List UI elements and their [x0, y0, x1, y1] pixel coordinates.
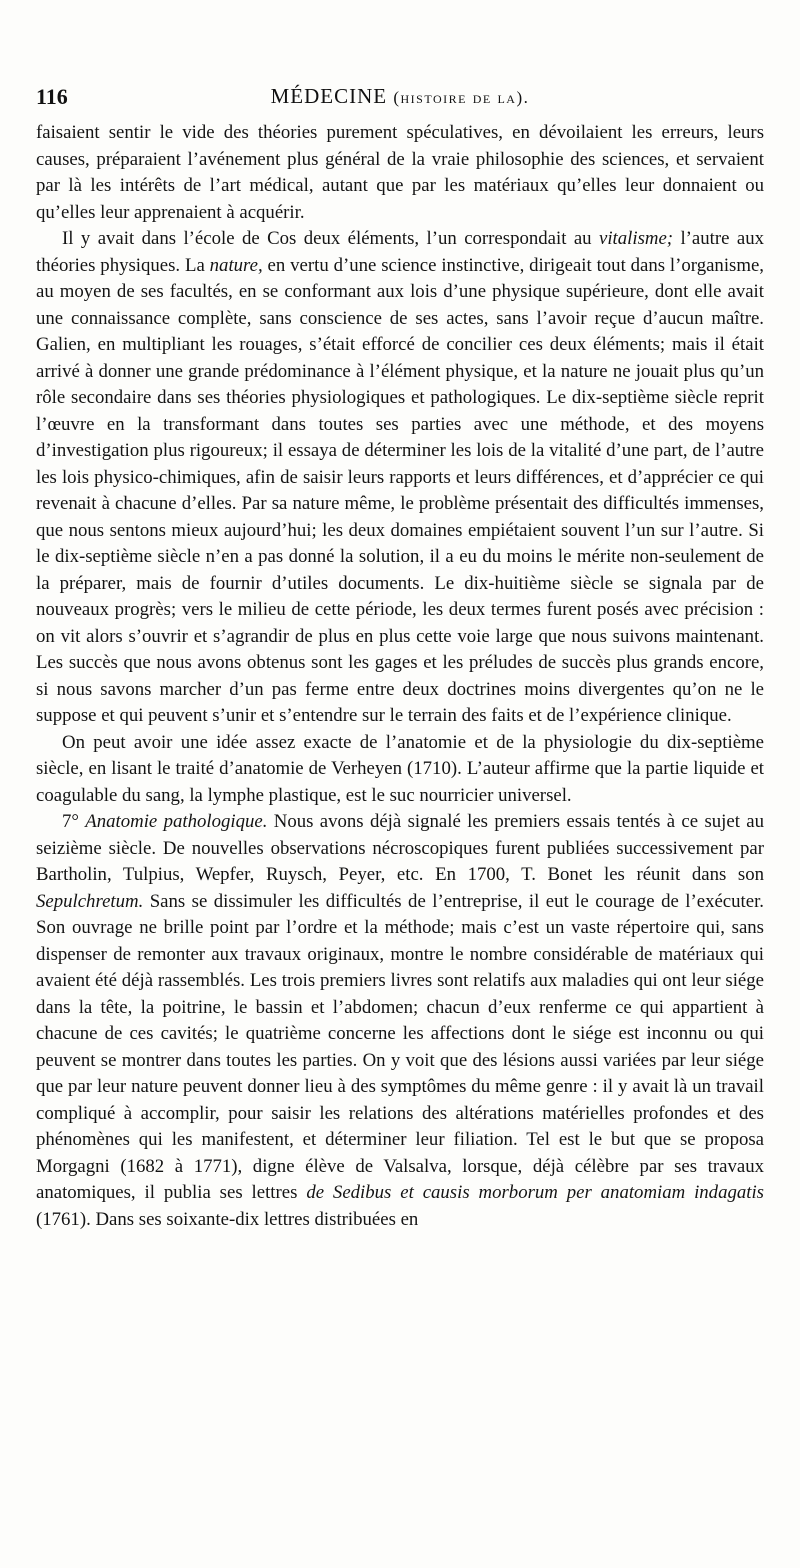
italic-text: de Sedibus et causis morborum per anatomiam indagatis: [306, 1182, 764, 1203]
running-title-main: MÉDECINE: [270, 84, 388, 108]
text-run: l’autre aux théories physiques. La: [36, 228, 765, 276]
running-title: [36, 84, 764, 109]
paragraph: [36, 809, 764, 1233]
italic-text: nature,: [209, 254, 263, 276]
text-run: Il y avait dans l’école de Cos deux éléments, l’un correspondait au: [62, 228, 599, 249]
running-header: [36, 84, 764, 114]
paragraph: [36, 730, 764, 810]
running-title-subtitle: (histoire de la).: [393, 88, 530, 107]
italic-text: Anatomie pathologique.: [85, 811, 268, 832]
paragraph: [36, 226, 764, 730]
text-run: 7°: [62, 811, 86, 832]
text-run: (1761). Dans ses soixante-dix lettres distribuées en: [36, 1208, 419, 1230]
page-number: 116: [36, 84, 68, 109]
body-text: [36, 120, 764, 1233]
paragraph: [36, 120, 764, 226]
text-run: Nous avons déjà signalé les premiers essais tentés à ce sujet au seizième siècle. De nouvelles observations nécroscopiques furent publiées successivement par Bartholin, Tulpius, Wepfer, Ruysch, Peyer, etc. En 1700, T. Bonet les réunit dans son: [36, 811, 764, 885]
text-run: Sans se dissimuler les difficultés de l’entreprise, il eut le courage de l’exécuter. Son ouvrage ne brille point par l’ordre et la méthode; mais c’est un vaste répertoire qui, sans dispenser de remonter aux travaux originaux, montre le nombre considérable de matériaux qui avaient été déjà rassemblés. Les trois premiers livres sont relatifs aux maladies qui ont leur siége dans la tête, la poitrine, le bassin et l’abdomen; chacun d’eux renferme ce qui appartient à chacune de ces cavités; le quatrième concerne les affections dont le siége est inconnu ou qui peuvent se montrer dans toutes les parties. On y voit que des lésions aussi variées par leur siége que par leur nature peuvent donner lieu à des symptômes du même genre : il y avait là un travail compliqué à accomplir, pour saisir les relations des altérations matérielles profondes et des phénomènes qui les manifestent, et déterminer leur filiation. Tel est le but que se proposa Morgagni (1682 à 1771), digne élève de Valsalva, lorsque, déjà célèbre par ses travaux anatomiques, il publia ses lettres: [36, 890, 764, 1203]
text-run: On peut avoir une idée assez exacte de l’anatomie et de la physiologie du dix-septième siècle, en lisant le traité d’anatomie de Verheyen (1710). L’auteur affirme que la partie liquide et coagulable du sang, la lymphe plastique, est le suc nourricier universel.: [36, 731, 764, 806]
italic-text: vitalisme;: [598, 228, 674, 249]
text-run: faisaient sentir le vide des théories purement spéculatives, en dévoilaient les erreurs, leurs causes, préparaient l’avénement plus général de la vraie philosophie des sciences, et servaient par là les intérêts de l’art médical, autant que par les matériaux qu’elles leur donnaient ou qu’elles leur apprenaient à acquérir.: [36, 122, 764, 223]
text-run: en vertu d’une science instinctive, dirigeait tout dans l’organisme, au moyen de ses facultés, en se conformant aux lois d’une physique supérieure, dont elle avait une connaissance complète, sans conscience de ses actes, sans l’avoir reçue d’aucun maître. Galien, en multipliant les rouages, s’était efforcé de concilier ces deux éléments; mais il était arrivé à donner une grande prédominance à l’élément physique, et la nature ne jouait plus qu’un rôle secondaire dans ses théories physiologiques et pathologiques. Le dix-septième siècle reprit l’œuvre en la transformant dans toutes ses parties avec une méthode, et des moyens d’investigation plus rigoureux; il essaya de déterminer les lois de la vitalité d’une part, de l’autre les lois physico-chimiques, afin de saisir leurs rapports et leurs différences, et d’apprécier ce qui revenait à chacune d’elles. Par sa nature même, le problème présentait des difficultés immenses, que nous sentons mieux aujourd’hui; les deux domaines empiétaient souvent l’un sur l’autre. Si le dix-septième siècle n’en a pas donné la solution, il a eu du moins le mérite non-seulement de la préparer, mais de fournir d’utiles documents. Le dix-huitième siècle se signala par de nouveaux progrès; vers le milieu de cette période, les deux termes furent posés avec précision : on vit alors s’ouvrir et s’agrandir de plus en plus cette voie large que nous suivons maintenant. Les succès que nous avons obtenus sont les gages et les préludes de succès plus grands encore, si nous savons marcher d’un pas ferme entre deux doctrines moins divergentes qu’on ne le suppose et qui peuvent s’unir et s’entendre sur le terrain des faits et de l’expérience clinique.: [36, 254, 764, 726]
italic-text: Sepulchretum.: [36, 890, 144, 912]
page-bottom-margin: [36, 1540, 764, 1550]
